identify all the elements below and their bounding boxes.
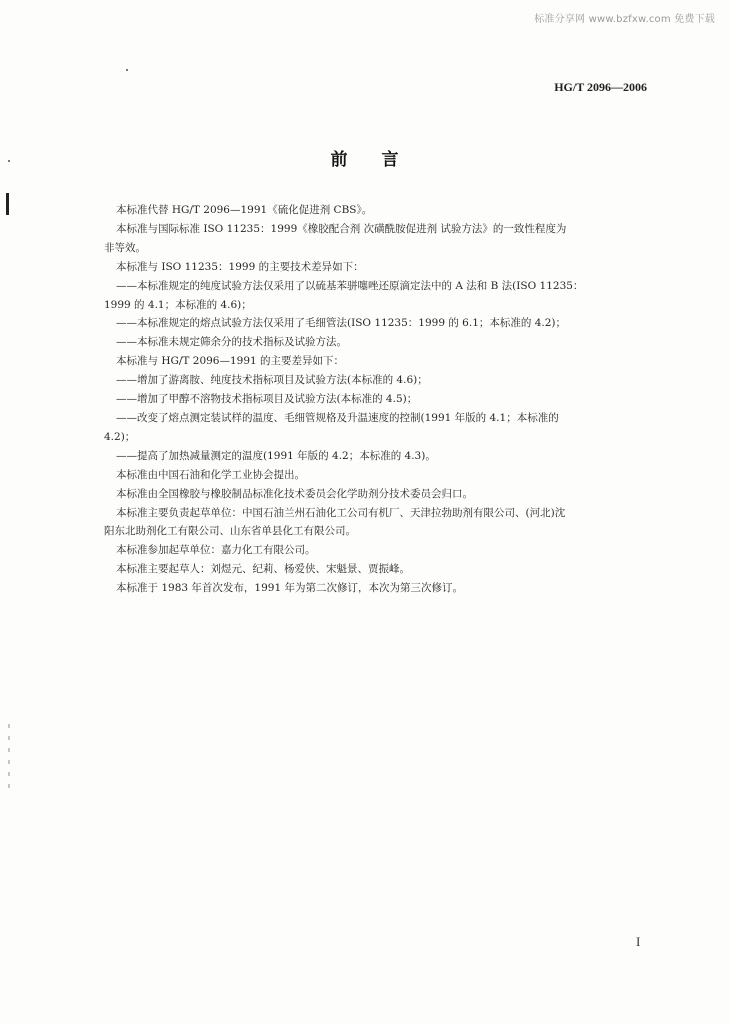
paragraph: 1999 的 4.1；本标准的 4.6)；: [104, 298, 252, 311]
paragraph: ——增加了游离胺、纯度技术指标项目及试验方法(本标准的 4.6)；: [116, 374, 428, 387]
standard-code: HG/T 2096—2006: [554, 80, 647, 94]
paragraph: ——本标准未规定筛余分的技术指标及试验方法。: [116, 336, 347, 349]
scan-margin-marks: ı ı ı ı ı ı: [8, 722, 10, 790]
paragraph: 本标准与 HG/T 2096—1991 的主要差异如下：: [116, 355, 345, 368]
paragraph: ——提高了加热减量测定的温度(1991 年版的 4.2；本标准的 4.3)。: [116, 449, 436, 462]
paragraph: 本标准由中国石油和化学工业协会提出。: [116, 468, 305, 481]
scan-margin-mark: [6, 193, 9, 215]
paragraph: 本标准主要负责起草单位：中国石油兰州石油化工公司有机厂、天津拉勃助剂有限公司、(河北)沈: [116, 506, 566, 519]
paragraph: 本标准由全国橡胶与橡胶制品标准化技术委员会化学助剂分技术委员会归口。: [116, 487, 473, 500]
paragraph: 阳东北助剂化工有限公司、山东省单县化工有限公司。: [104, 525, 356, 538]
paragraph: ——本标准规定的熔点试验方法仅采用了毛细管法(ISO 11235：1999 的 6.1；本标准的 4.2)；: [116, 317, 567, 330]
paragraph: 本标准与 ISO 11235：1999 的主要技术差异如下：: [116, 260, 364, 273]
paragraph: 本标准于 1983 年首次发布，1991 年为第二次修订，本次为第三次修订。: [116, 582, 463, 595]
paragraph: ——改变了熔点测定装试样的温度、毛细管规格及升温速度的控制(1991 年版的 4.1；本标准的: [116, 411, 559, 424]
page-title: 前言: [330, 150, 433, 170]
paragraph: ——本标准规定的纯度试验方法仅采用了以硫基苯骈噻唑还原滴定法中的 A 法和 B 法(ISO 11235：: [116, 279, 584, 292]
paragraph: 本标准主要起草人：刘煜元、纪莉、杨爱侠、宋魁景、贾振峰。: [116, 563, 410, 576]
preface-body: [104, 201, 652, 598]
paragraph: 本标准参加起草单位：嘉力化工有限公司。: [116, 544, 316, 557]
paragraph: 本标准与国际标准 ISO 11235：1999《橡胶配合剂 次磺酰胺促进剂 试验方法》的一致性程度为: [116, 222, 567, 235]
scan-speck: [8, 160, 10, 162]
scan-speck: [126, 69, 128, 71]
page-number: I: [636, 934, 641, 949]
paragraph: 本标准代替 HG/T 2096—1991《硫化促进剂 CBS》。: [116, 204, 373, 216]
watermark-text: 标准分享网 www.bzfxw.com 免费下载: [534, 14, 715, 25]
paragraph: 非等效。: [104, 241, 146, 254]
paragraph: ——增加了甲醇不溶物技术指标项目及试验方法(本标准的 4.5)；: [116, 393, 418, 406]
paragraph: 4.2)；: [104, 430, 136, 443]
